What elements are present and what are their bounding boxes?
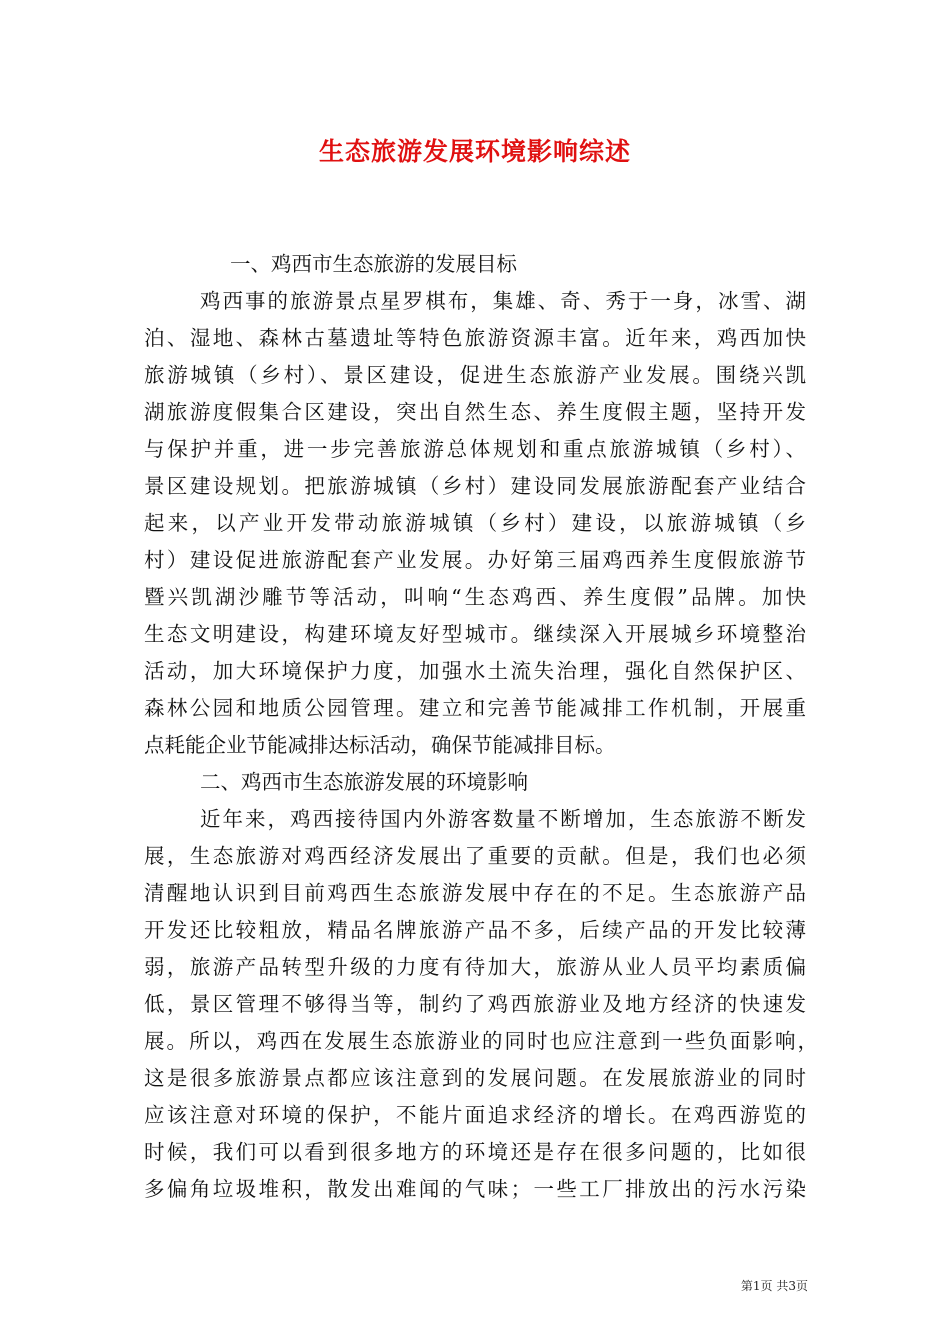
section-heading-1: 一、鸡西市生态旅游的发展目标 — [230, 252, 517, 276]
paragraph-line: 与保护并重，进一步完善旅游总体规划和重点旅游城镇（乡村）、 — [144, 437, 806, 461]
document-title: 生态旅游发展环境影响综述 — [318, 137, 631, 166]
paragraph-line: 森林公园和地质公园管理。建立和完善节能减排工作机制，开展重 — [144, 696, 806, 720]
paragraph-line: 多偏角垃圾堆积，散发出难闻的气味；一些工厂排放出的污水污染 — [144, 1177, 806, 1201]
paragraph-line: 点耗能企业节能减排达标活动，确保节能减排目标。 — [144, 733, 616, 757]
page-number: 第1页 共3页 — [740, 1279, 808, 1293]
paragraph-line: 旅游城镇（乡村）、景区建设，促进生态旅游产业发展。围绕兴凯 — [144, 363, 806, 387]
paragraph-line: 这是很多旅游景点都应该注意到的发展问题。在发展旅游业的同时 — [144, 1066, 806, 1090]
paragraph-line: 生态文明建设，构建环境友好型城市。继续深入开展城乡环境整治 — [144, 622, 806, 646]
paragraph-line: 活动，加大环境保护力度，加强水土流失治理，强化自然保护区、 — [144, 659, 806, 683]
paragraph-line: 村）建设促进旅游配套产业发展。办好第三届鸡西养生度假旅游节 — [144, 548, 806, 572]
paragraph-line: 开发还比较粗放，精品名牌旅游产品不多，后续产品的开发比较薄 — [144, 918, 806, 942]
paragraph-line: 低，景区管理不够得当等，制约了鸡西旅游业及地方经济的快速发 — [144, 992, 806, 1016]
paragraph-line: 展。所以，鸡西在发展生态旅游业的同时也应注意到一些负面影响， — [144, 1029, 818, 1053]
paragraph-line: 时候，我们可以看到很多地方的环境还是存在很多问题的，比如很 — [144, 1140, 806, 1164]
paragraph-line: 应该注意对环境的保护，不能片面追求经济的增长。在鸡西游览的 — [144, 1103, 806, 1127]
section-heading-2: 二、鸡西市生态旅游发展的环境影响 — [200, 770, 528, 794]
paragraph-line: 清醒地认识到目前鸡西生态旅游发展中存在的不足。生态旅游产品 — [144, 881, 806, 905]
paragraph-line: 起来，以产业开发带动旅游城镇（乡村）建设，以旅游城镇（乡 — [144, 511, 806, 535]
paragraph-line: 鸡西事的旅游景点星罗棋布，集雄、奇、秀于一身，冰雪、湖 — [200, 289, 806, 313]
paragraph-line: 近年来，鸡西接待国内外游客数量不断增加，生态旅游不断发 — [200, 807, 806, 831]
paragraph-line: 弱，旅游产品转型升级的力度有待加大，旅游从业人员平均素质偏 — [144, 955, 806, 979]
paragraph-line: 湖旅游度假集合区建设，突出自然生态、养生度假主题，坚持开发 — [144, 400, 806, 424]
paragraph-line: 暨兴凯湖沙雕节等活动，叫响“生态鸡西、养生度假”品牌。加快 — [144, 585, 806, 609]
paragraph-line: 泊、湿地、森林古墓遗址等特色旅游资源丰富。近年来，鸡西加快 — [144, 326, 806, 350]
paragraph-line: 景区建设规划。把旅游城镇（乡村）建设同发展旅游配套产业结合 — [144, 474, 806, 498]
paragraph-line: 展，生态旅游对鸡西经济发展出了重要的贡献。但是，我们也必须 — [144, 844, 806, 868]
